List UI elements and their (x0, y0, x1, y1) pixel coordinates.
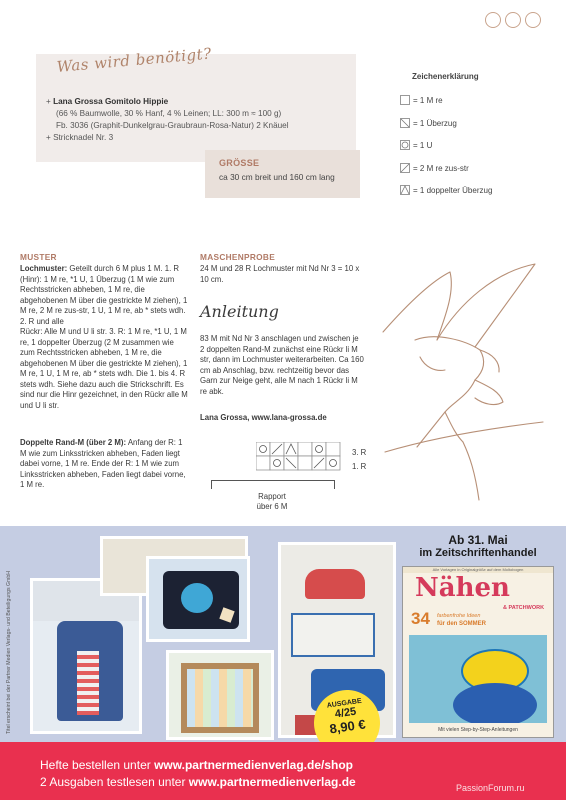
chart-cell-empty (256, 456, 270, 470)
materials-list (46, 96, 346, 144)
legend-item (400, 140, 432, 150)
chart-cell-diagonal-left (284, 456, 298, 470)
diagonal-left-icon (400, 118, 410, 128)
chart-cell-circle (256, 442, 270, 456)
photo-backpack (30, 578, 142, 734)
rueckr-text: Rückr: Alle M und U li str. 3. R: 1 M re, *1 U, 1 M re, 1 doppelter Überzug (2 M zusammen wie zum Rechtsstricken abheben, 1 M re, die abgehobenen M über die gestrickte M ziehen), 1 M re, 1 U, 1 M re, ab * stets wdh. Die 1. bis 4. R stets wdh. Siehe dazu auch die Strickschrift. Es sind nur die Hinr gezeichnet, in den Rückr alle M und U li str. (20, 327, 188, 410)
date-line-1: Ab 31. Mai (448, 533, 508, 547)
decor-circle-icon (505, 12, 521, 28)
rand-text (20, 438, 188, 491)
rand-body: Anfang der R: 1 M wie zum Linksstricken abheben, Faden liegt dabei vorne, 1 M re. Ende der R: 1 M wie zum Linksstricken abheben, Faden liegt dabei vorne, 1 M re. (20, 438, 186, 489)
mag-bottom: Mit vielen Step-by-Step-Anleitungen (403, 723, 553, 737)
caret-up-icon (400, 185, 410, 195)
yarn-details: (66 % Baumwolle, 30 % Hanf, 4 % Leinen; LL: 300 m ≈ 100 g) (56, 109, 282, 118)
chart-cell-circle (326, 456, 340, 470)
photo-bag (146, 556, 250, 642)
chart-cell-empty (298, 456, 312, 470)
release-date (398, 533, 558, 559)
row-label-3: 3. R (352, 448, 367, 457)
rand-label: Doppelte Rand-M (über 2 M): (20, 438, 127, 447)
watermark: PassionForum.ru (456, 783, 525, 793)
row-label-1: 1. R (352, 462, 367, 471)
chart-cell-caret-up (284, 442, 298, 456)
lochmuster-label: Lochmuster: (20, 264, 68, 273)
legend-label: = 1 M re (413, 95, 443, 105)
trial-prefix: 2 Ausgaben testlesen unter (40, 775, 189, 789)
bird-illustration (375, 262, 550, 502)
empty-square-icon (400, 95, 410, 105)
yarn-color: Fb. 3036 (Graphit-Dunkelgrau-Graubraun-Rosa-Natur) 2 Knäuel (56, 121, 289, 130)
chart-cell-circle (312, 442, 326, 456)
needle: Stricknadel Nr. 3 (53, 133, 114, 142)
rapport-bracket (211, 480, 335, 489)
order-url[interactable]: www.partnermedienverlag.de/shop (154, 758, 354, 772)
chart-cell-empty (298, 442, 312, 456)
date-line-2: im Zeitschriftenhandel (419, 547, 537, 559)
yarn-name: Lana Grossa Gomitolo Hippie (53, 97, 169, 106)
size-box (205, 150, 360, 198)
lochmuster-text: Geteilt durch 6 M plus 1 M. 1. R (Hinr): 1 M re, *1 U, 1 Überzug (1 M wie zum Rechtsstricken abheben, 1 M re, die abgehobenen M über die gestrickte M ziehen), 1 M re, 2 M re zus-str, 1 U, 1 M re, ab * stets wdh. 2. R und alle (20, 264, 188, 326)
order-prefix: Hefte bestellen unter (40, 758, 155, 772)
legend-label: = 1 U (413, 140, 433, 150)
legend-label: = 1 Überzug (413, 118, 457, 128)
issue-label: AUSGABE (326, 697, 363, 710)
legend-item (400, 95, 443, 105)
size-value: ca 30 cm breit und 160 cm lang (219, 172, 335, 182)
legend-title: Zeichenerklärung (412, 72, 479, 81)
diagonal-right-icon (400, 163, 410, 173)
decor-circle-icon (485, 12, 501, 28)
trial-line (40, 775, 356, 789)
chart-cell-diagonal-right (312, 456, 326, 470)
credit: Lana Grossa, www.lana-grossa.de (200, 413, 327, 422)
legend-item (400, 185, 492, 195)
muster-text (20, 264, 188, 411)
mag-number: 34 (411, 609, 430, 628)
trial-url[interactable]: www.partnermedienverlag.de (188, 775, 356, 789)
order-line (40, 758, 353, 772)
price: 8,90 € (328, 716, 367, 737)
magazine-cover (402, 566, 554, 738)
muster-title: MUSTER (20, 252, 57, 262)
issue-number: 4/25 (334, 705, 358, 721)
bullet: + (46, 97, 54, 106)
mag-top: Alle Vorlagen in Originalgröße auf dem Moltobogen (403, 567, 553, 573)
ad-side-text: Titel erscheint bei der Partner Medien Verlags- und Beteiligungs GmbH (6, 570, 12, 734)
chart-cell-diagonal-right (270, 442, 284, 456)
bullet: + (46, 133, 54, 142)
mag-title: Nähen (415, 573, 510, 603)
anleitung-text: 83 M mit Nd Nr 3 anschlagen und zwischen je 2 doppelten Rand-M zunächst eine Rückr li M str, dann im Lochmuster weiterarbeiten. Ca 160 cm ab Anschlag, bzw. rechtzeitig bevor das Garn zur Neige geht, alle M nach 1 Rückr li M re abk. (200, 334, 364, 396)
legend-label: = 2 M re zus-str (413, 163, 469, 173)
circle-icon (400, 140, 410, 150)
maschenprobe-title: MASCHENPROBE (200, 252, 276, 262)
maschenprobe-text: 24 M und 28 R Lochmuster mit Nd Nr 3 = 10 x 10 cm. (200, 264, 360, 284)
materials-title: Was wird benötigt? (56, 44, 213, 76)
decor-circle-icon (525, 12, 541, 28)
legend-item (400, 163, 469, 173)
chart-cell-empty (326, 442, 340, 456)
mag-teaser-1: farbenfrohe Ideen (437, 613, 481, 619)
size-title: GRÖSSE (219, 158, 260, 168)
rapport-label: Rapport (258, 492, 286, 501)
legend-label: = 1 doppelter Überzug (413, 185, 493, 195)
legend-item (400, 118, 457, 128)
chart-cell-circle (270, 456, 284, 470)
rapport-sub: über 6 M (256, 502, 288, 511)
anleitung-title: Anleitung (200, 302, 279, 321)
mag-teaser-2: für den SOMMER (437, 621, 486, 627)
photo-quilt (166, 650, 274, 740)
mag-sub: & PATCHWORK (503, 605, 545, 611)
